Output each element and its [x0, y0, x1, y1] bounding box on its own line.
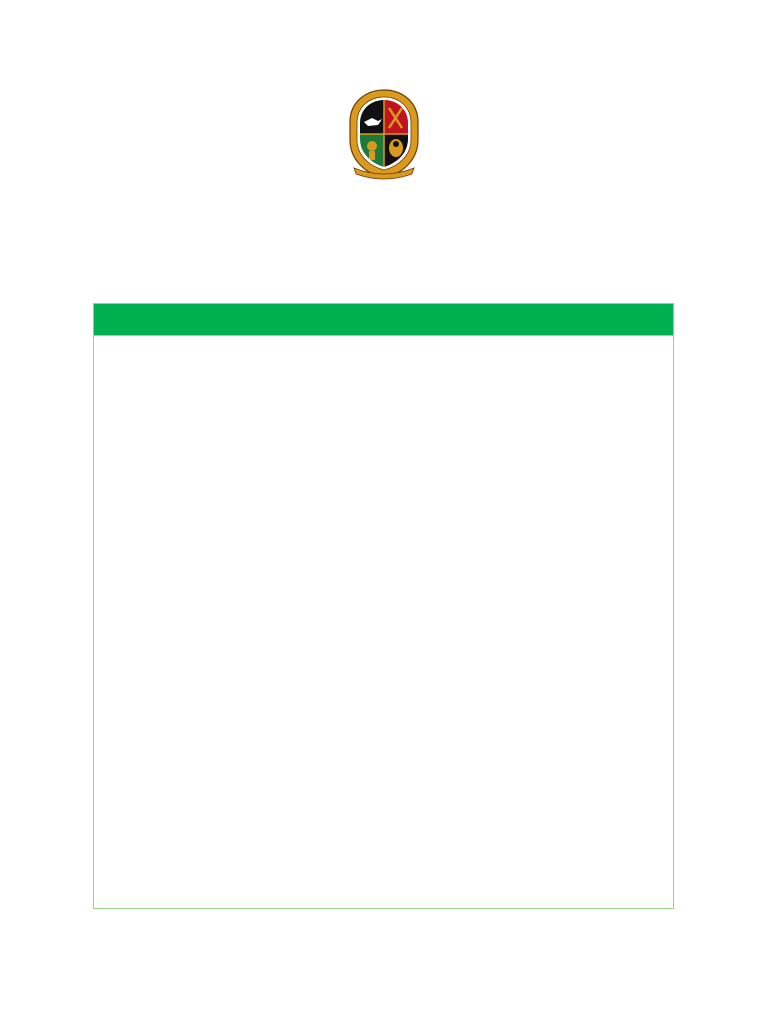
term-heading [94, 304, 673, 336]
university-crest-logo [344, 88, 424, 180]
sessional-dates-table [93, 303, 674, 909]
